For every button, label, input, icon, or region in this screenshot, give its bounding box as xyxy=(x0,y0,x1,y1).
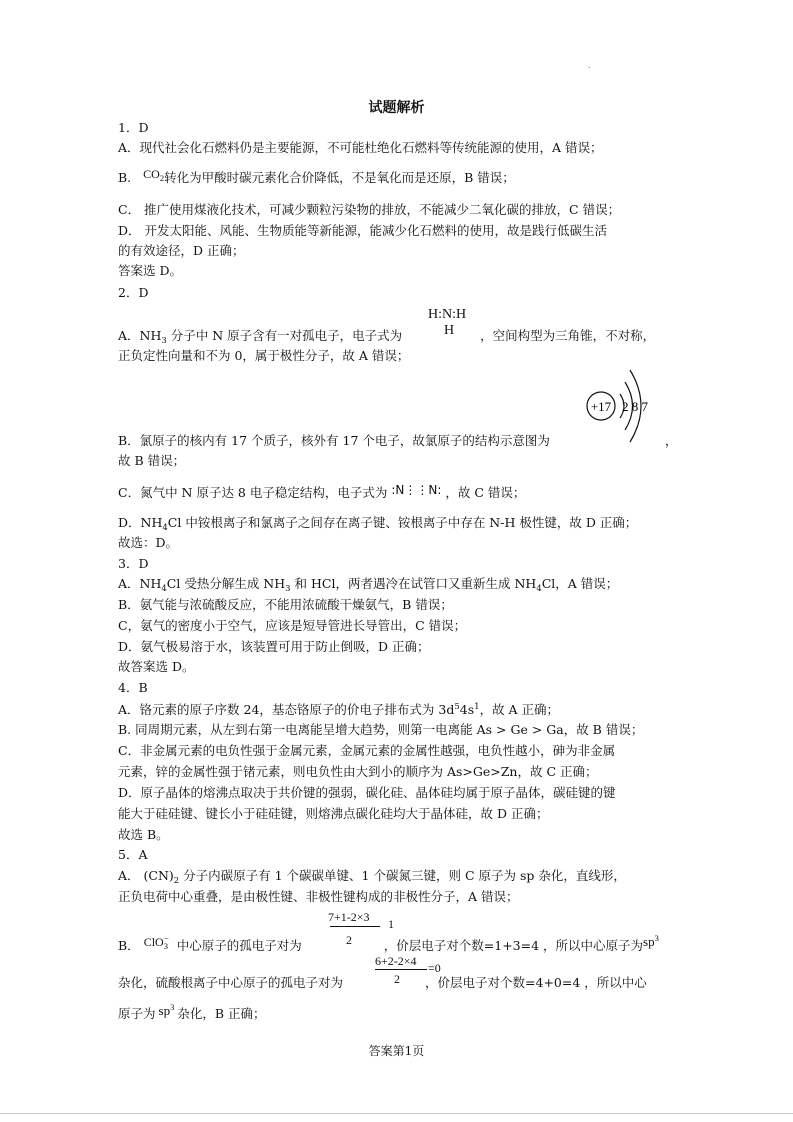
co2-formula: $CO_2$ xyxy=(143,167,165,183)
q4-option-c-line2: 元素，锌的金属性强于锗元素，则电负性由大到小的顺序为 As>Ge>Zn，故 C 正确； xyxy=(118,764,598,779)
q1-option-a: A．现代社会化石燃料仍是主要能源，不可能杜绝化石燃料等传统能源的使用，A 错误； xyxy=(118,140,603,155)
fraction-2-value: =0 xyxy=(428,961,441,975)
fraction-2-numerator: 6+2-2×4 xyxy=(375,954,417,968)
sp3-label-1: $sp^3$ xyxy=(643,933,659,949)
q1-option-d-line1: D． 开发太阳能、风能、生物质能等新能源，能减少化石燃料的使用，故是践行低碳生活 xyxy=(118,223,607,238)
q3-option-b: B．氨气能与浓硫酸反应，不能用浓硫酸干燥氨气，B 错误； xyxy=(118,597,453,612)
q5-answer: 5．A xyxy=(118,847,148,862)
sp3-label-2: $sp^3$ xyxy=(158,1002,175,1018)
q2-option-b-line1: B．氯原子的核内有 17 个质子，核外有 17 个电子，故氯原子的结构示意图为 xyxy=(118,433,550,448)
q1-option-b: B. $CO_2$转化为甲酸时碳元素化合价降低，不是氧化而是还原，B 错误； xyxy=(118,167,515,185)
fraction-1-numerator: 7+1-2×3 xyxy=(328,910,370,924)
q1-conclusion: 答案选 D。 xyxy=(118,263,182,278)
fraction-2-bar xyxy=(375,969,427,970)
chlorine-atom-structure xyxy=(580,368,660,444)
q4-option-b: B. 同周期元素，从左到右第一电离能呈增大趋势，则第一电离能 As > Ge > Ga，故 B 错误； xyxy=(118,722,644,737)
q1-option-c: C． 推广使用煤液化技术，可减少颗粒污染物的排放，不能减少二氧化碳的排放，C 错误； xyxy=(118,202,621,217)
q3-conclusion: 故答案选 D。 xyxy=(118,659,195,674)
clo3-ion: ClO$_3$− xyxy=(143,933,169,951)
q3-option-c: C，氨气的密度小于空气，应该是短导管进长导管出，C 错误； xyxy=(118,618,467,633)
nh3-electron-formula: H:N:H H xyxy=(428,307,467,338)
q2-answer: 2．D xyxy=(118,285,149,300)
q4-option-d-line1: D．原子晶体的熔沸点取决于共价键的强弱，碳化硅、晶体硅均属于原子晶体，碳硅键的键 xyxy=(118,785,616,800)
shell-electrons: 2 8 7 xyxy=(622,399,648,414)
q5-option-b-line3: 原子为 $sp^3$ 杂化，B 正确； xyxy=(118,1002,266,1021)
q2-option-a-line2: 正负定性向量和不为 0，属于极性分子，故 A 错误； xyxy=(118,348,410,363)
q2-option-b-line2: 故 B 错误； xyxy=(118,453,186,468)
fraction-2-denominator: 2 xyxy=(394,972,400,986)
q3-option-d: D．氨气极易溶于水，该装置可用于防止倒吸，D 正确； xyxy=(118,639,430,654)
bottom-rule xyxy=(0,1113,793,1114)
q2-option-a-line1: A．$NH_3$ 分子中 N 原子含有一对孤电子，电子式为 ，空间构型为三角锥，不对称， xyxy=(118,328,656,346)
page-footer: 答案第1页 xyxy=(368,1044,425,1058)
q4-conclusion: 故选 B。 xyxy=(118,827,169,842)
q5-option-a-line1: A． $(CN)_2$ 分子内碳原子有 1 个碳碳单键、1 个碳氮三键，则 C 原子为 sp 杂化，直线形， xyxy=(118,868,626,886)
q4-option-a: A．铬元素的原子序数 24，基态铬原子的价电子排布式为 $3d^54s^1$，故 A 正确； xyxy=(118,702,560,717)
fraction-1-bar xyxy=(330,926,380,927)
q2-conclusion: 故选：D。 xyxy=(118,535,179,550)
n2-electron-formula: :N⋮⋮N: xyxy=(391,483,442,497)
fraction-1-value: 1 xyxy=(388,917,394,931)
page-title: 试题解析 xyxy=(368,100,425,116)
q3-answer: 3．D xyxy=(118,556,149,571)
q2-option-b-comma: ， xyxy=(665,433,678,448)
q3-option-a: A．$NH_4Cl$ 受热分解生成 $NH_3$ 和 HCl，两者遇冷在试管口又重新生成 $NH_4Cl$，A 错误； xyxy=(118,576,619,594)
corner-dot: . xyxy=(588,61,591,70)
q5-option-a-line2: 正负电荷中心重叠，是由极性键、非极性键构成的非极性分子，A 错误； xyxy=(118,889,519,904)
q5-option-b-line2: 杂化，硫酸根离子中心原子的孤电子对为 ，价层电子对个数=4+0=4 ，所以中心 xyxy=(118,975,647,990)
q4-option-c-line1: C．非金属元素的电负性强于金属元素，金属元素的金属性越强，电负性越小，砷为非金属 xyxy=(118,743,616,758)
nucleus-charge: +17 xyxy=(590,399,612,414)
q2-option-d: D．$NH_4Cl$ 中铵根离子和氯离子之间存在离子键、铵根离子中存在 N-H 极性键，故 D 正确； xyxy=(118,515,638,533)
q2-option-c: C．氮气中 N 原子达 8 电子稳定结构，电子式为 :N⋮⋮N: ，故 C 错误； xyxy=(118,483,526,500)
q4-answer: 4．B xyxy=(118,680,148,695)
q1-answer: 1．D xyxy=(118,120,149,135)
q5-option-b-line1: B． ClO$_3$− 中心原子的孤电子对为 ，价层电子对个数=1+3=4 ，所以中心原子为$sp^3$ xyxy=(118,933,659,953)
fraction-1-denominator: 2 xyxy=(346,933,352,947)
q4-option-d-line2: 能大于硅硅键、键长小于硅硅键，则熔沸点碳化硅均大于晶体硅，故 D 正确； xyxy=(118,806,549,821)
q1-option-d-line2: 的有效途径，D 正确； xyxy=(118,243,245,258)
